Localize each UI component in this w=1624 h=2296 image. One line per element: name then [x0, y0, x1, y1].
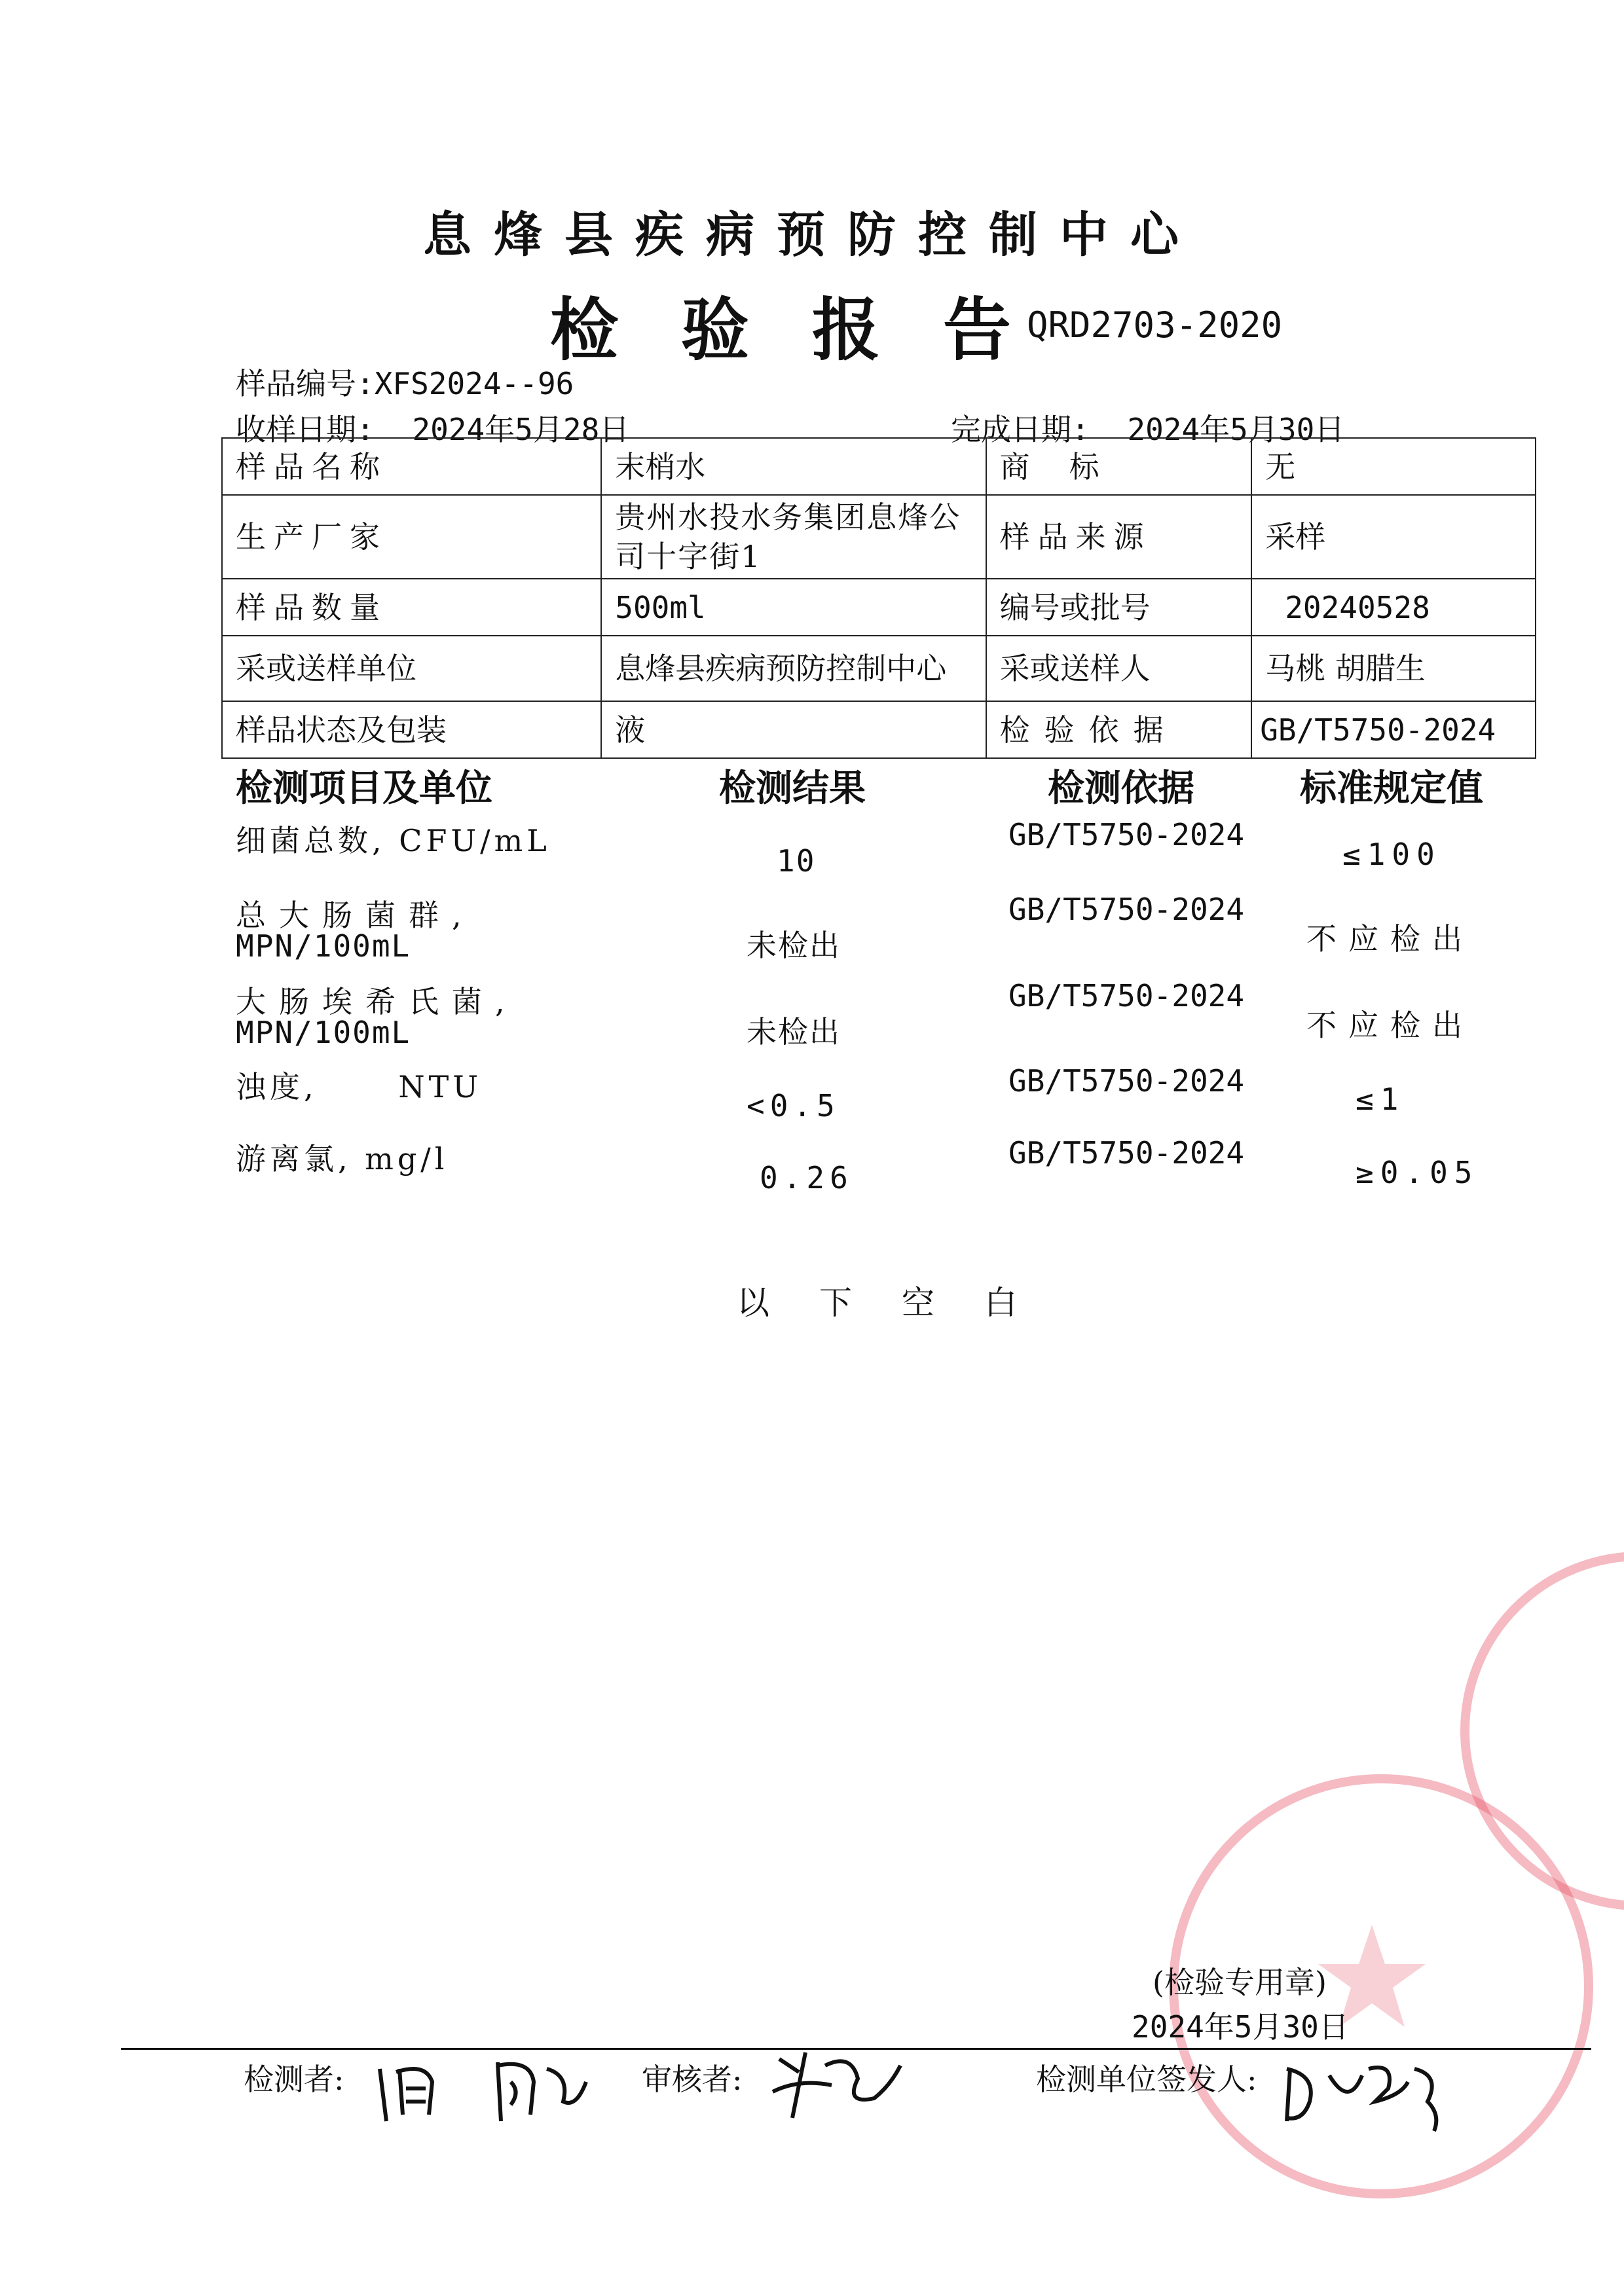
report-title: 检验报告 — [550, 290, 1075, 370]
info-label: 样品状态及包装 — [222, 701, 601, 758]
info-value: 贵州水投水务集团息烽公司十字街1 — [601, 495, 986, 579]
sample-info-table — [221, 437, 1536, 759]
result-limit: 不应检出 — [1306, 1008, 1474, 1043]
info-label: 采或送样人 — [986, 636, 1252, 701]
reviewer-signature — [760, 2039, 930, 2131]
table-row — [222, 579, 1536, 636]
results-header-basis: 检测依据 — [1048, 767, 1194, 810]
info-value: 末梢水 — [601, 438, 986, 495]
stamp-label: (检验专用章) — [1153, 1965, 1327, 2000]
received-date-label: 收样日期: — [236, 412, 375, 447]
result-basis: GB/T5750-2024 — [1008, 1063, 1245, 1099]
result-item: 游离氯, mg/l — [236, 1141, 449, 1176]
info-value: 马桃 胡腊生 — [1251, 636, 1536, 701]
form-code: QRD2703-2020 — [1027, 304, 1283, 346]
info-label: 编号或批号 — [986, 579, 1252, 636]
result-value: 未检出 — [747, 1014, 841, 1049]
issuer-label: 检测单位签发人: — [1036, 2062, 1257, 2097]
info-value: 500ml — [601, 579, 986, 636]
table-row — [222, 636, 1536, 701]
info-label: 商标 — [986, 438, 1252, 495]
sample-number-value: XFS2024--96 — [374, 366, 574, 401]
completed-date-label: 完成日期: — [951, 412, 1090, 447]
result-item: 总大肠菌群, — [236, 898, 475, 933]
organization-name: 息烽县疾病预防控制中心 — [423, 207, 1201, 263]
result-item: 大肠埃希氏菌, — [236, 984, 518, 1019]
result-value: 未检出 — [747, 928, 841, 963]
result-limit: ≤1 — [1356, 1082, 1405, 1117]
info-value: GB/T5750-2024 — [1251, 701, 1536, 758]
result-item-unit: MPN/100mL — [236, 1015, 411, 1050]
info-value: 20240528 — [1251, 579, 1536, 636]
stamp-date: 2024年5月30日 — [1132, 2009, 1349, 2045]
completed-date-value: 2024年5月30日 — [1127, 412, 1345, 447]
blank-note: 以下空白 — [737, 1284, 1067, 1322]
tester-signature — [367, 2043, 642, 2134]
result-limit: ≥0.05 — [1356, 1155, 1479, 1190]
reviewer-label: 审核者: — [642, 2062, 743, 2097]
table-row — [222, 701, 1536, 758]
result-basis: GB/T5750-2024 — [1008, 817, 1245, 852]
info-value: 无 — [1251, 438, 1536, 495]
result-limit: 不应检出 — [1306, 921, 1474, 957]
result-value: 10 — [777, 843, 816, 879]
result-value: 0.26 — [760, 1160, 853, 1195]
result-basis: GB/T5750-2024 — [1008, 978, 1245, 1013]
info-label: 样品来源 — [986, 495, 1252, 579]
result-basis: GB/T5750-2024 — [1008, 892, 1245, 927]
results-header-limit: 标准规定值 — [1300, 767, 1483, 810]
info-label: 采或送样单位 — [222, 636, 601, 701]
info-value: 采样 — [1251, 495, 1536, 579]
table-row — [222, 438, 1536, 495]
result-item-unit: MPN/100mL — [236, 928, 411, 964]
result-value: <0.5 — [747, 1088, 840, 1123]
result-limit: ≤100 — [1342, 837, 1441, 872]
results-header-result: 检测结果 — [719, 767, 866, 810]
table-row — [222, 495, 1536, 579]
tester-label: 检测者: — [244, 2062, 344, 2097]
info-value: 液 — [601, 701, 986, 758]
result-item: 细菌总数, CFU/mL — [236, 823, 551, 858]
info-label: 检验依据 — [986, 701, 1252, 758]
result-item: 浊度, NTU — [236, 1069, 483, 1104]
results-header-item: 检测项目及单位 — [236, 767, 492, 810]
issuer-signature — [1277, 2049, 1460, 2134]
sample-number — [236, 360, 574, 403]
sample-number-label: 样品编号: — [236, 366, 375, 401]
info-value: 息烽县疾病预防控制中心 — [601, 636, 986, 701]
result-basis: GB/T5750-2024 — [1008, 1135, 1245, 1171]
info-label: 样品数量 — [222, 579, 601, 636]
info-label: 生产厂家 — [222, 495, 601, 579]
received-date-value: 2024年5月28日 — [412, 412, 630, 447]
info-label: 样品名称 — [222, 438, 601, 495]
